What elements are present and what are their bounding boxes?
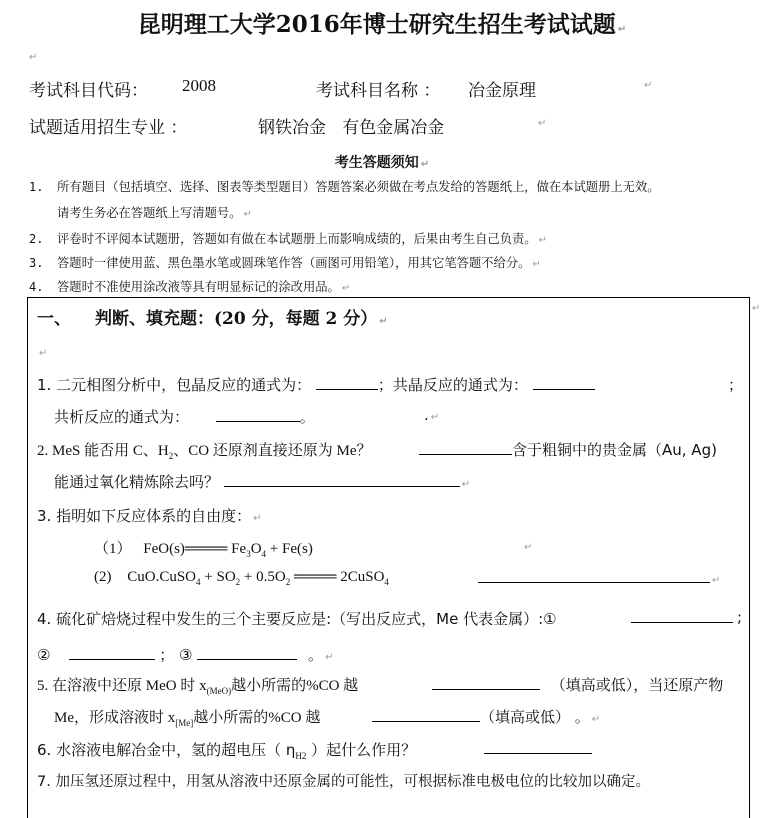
paragraph-mark-icon: ↵ [379,316,388,327]
section-number: 一、 [37,309,71,329]
question-5-cont [54,706,320,728]
notice-num: 1. [29,180,44,194]
q1-text: . [424,406,429,424]
reaction-sub: 4 [384,577,389,587]
reaction-num: （1） [94,541,132,557]
q4-text: ② [37,646,51,664]
q4-text: 。 [308,646,324,664]
paragraph-mark-icon: ↵ [341,283,351,294]
majors: 钢铁冶金 有色金属冶金 [258,118,445,138]
paragraph-mark-icon: ↵ [461,479,471,490]
reaction-text: + Fe(s) [266,541,313,557]
q1-text: 1. 二元相图分析中，包晶反应的通式为： [37,376,312,394]
reaction-2 [94,569,389,587]
q5-text: 越小所需的%CO 越 [231,678,359,694]
q5-text: 越小所需的%CO 越 [193,710,321,726]
reaction-text: + 0.5O [240,569,286,585]
q3-answer [478,568,720,587]
answer-blank[interactable] [432,675,540,690]
subject-name: 冶金原理 [468,81,536,101]
reaction-text: FeO(s)════ Fe [143,541,247,557]
q2-text: 能通过氧化精炼除去吗？ [54,473,220,491]
major-label: 试题适用招生专业 ： [29,118,188,138]
q5-text: （填高或低），当还原产物 [550,676,724,694]
section-title-text: 判断、填充题：(20 分，每题 2 分） [95,309,378,329]
paragraph-mark-icon: ↵ [29,52,38,63]
q7-text: 7. 加压氢还原过程中，用氢从溶液中还原金属的可能性，可根据标准电极电位的比较加以确定。 [37,774,650,790]
paragraph-mark-icon: ↵ [253,513,262,524]
notice-item [29,229,547,247]
question-5-right [432,674,723,695]
paragraph-mark-icon: ↵ [532,259,541,270]
question-5-cont-right [372,706,600,727]
paragraph-mark-icon: ↵ [591,714,601,725]
q1-text: 。 [299,408,315,426]
question-2-cont [54,471,470,492]
q4-text: 4. 硫化矿焙烧过程中发生的三个主要反应是:（写出反应式，Me 代表金属）:① [37,610,557,628]
notice-item [29,277,350,295]
notice-text: 评卷时不评阅本试题册，答题如有做在本试题册上而影响成绩的，后果由考生自己负责。 [57,232,537,246]
q2-sub: 2 [168,451,174,461]
question-1 [37,374,595,395]
reaction-text: CuO.CuSO [127,569,197,585]
notice-item [29,253,541,271]
reaction-num: (2) [94,569,112,585]
paragraph-mark-icon: ↵ [752,303,761,314]
q2-text: 2. MeS 能否用 C、H [37,443,169,459]
reaction-text: ════ 2CuSO [290,569,385,585]
notice-item-cont [57,203,252,221]
answer-blank[interactable] [316,375,378,390]
reaction-1 [94,537,313,559]
question-2 [37,439,372,461]
q1-semicolon: ； [728,376,744,394]
paragraph-mark-icon: ↵ [712,575,721,586]
q2-text: 含于粗铜中的贵金属（Au, Ag) [512,441,717,459]
answer-blank[interactable] [197,645,297,660]
question-7 [37,770,650,791]
paragraph-mark-icon: ↵ [430,412,440,423]
reaction-sub: 3 [246,549,251,559]
q4-semicolon: ; [737,608,743,626]
reaction-sub: 2 [235,577,241,587]
answer-blank[interactable] [631,608,733,623]
paragraph-mark-icon: ↵ [538,235,547,246]
paragraph-mark-icon: ↵ [420,159,430,170]
reaction-sub: 2 [285,577,291,587]
question-1-cont [54,406,315,427]
answer-blank[interactable] [224,472,460,487]
q5-text: 5. 在溶液中还原 MeO 时 x [37,678,207,694]
section-title [95,304,388,329]
notice-num: 2. [29,232,44,246]
q6-sub: H2 [295,751,307,761]
q1-text: 共析反应的通式为： [54,408,190,426]
notice-num: 3. [29,256,44,270]
q2-text: 、CO 还原剂直接还原为 Me？ [173,443,372,459]
question-4-cont [37,644,333,665]
notice-text: 请考生务必在答题纸上写清题号。 [57,206,242,220]
q1-text: ；共晶反应的通式为： [377,376,528,394]
q4-blank-1 [631,608,733,627]
q5-sub: (MeO) [206,686,232,696]
reaction-sub: 4 [196,577,201,587]
notice-title-text: 考生答题须知 [334,155,419,171]
question-6 [37,739,416,761]
answer-blank[interactable] [216,407,300,422]
paragraph-mark-icon: ↵ [538,118,547,129]
q1-dot [424,406,439,424]
q4-text: ③ [179,646,193,664]
q4-text: ； [159,646,175,664]
paragraph-mark-icon: ↵ [243,209,252,220]
answer-blank[interactable] [69,645,155,660]
paragraph-mark-icon: ↵ [524,542,533,553]
q5-text: （填高或低） 。 [480,708,590,726]
notice-item [29,177,660,195]
paragraph-mark-icon: ↵ [617,24,627,35]
notice-text: 答题时不准使用涂改液等具有明显标记的涂改用品。 [57,280,340,294]
q5-sub: [Me] [175,718,194,728]
reaction-sub: 4 [261,549,267,559]
answer-blank[interactable] [419,440,512,455]
notice-text: 答题时一律使用蓝、黑色墨水笔或圆珠笔作答（画图可用铅笔），用其它笔答题不给分。 [57,256,531,270]
question-4 [37,608,557,629]
q6-text: 6. 水溶液电解冶金中，氢的超电压（ η [37,741,296,759]
subject-name-label: 考试科目名称 ： [316,81,441,101]
paragraph-mark-icon: ↵ [39,348,48,359]
notice-title [0,152,764,172]
answer-blank[interactable] [372,707,480,722]
notice-text: 所有题目（包括填空、选择、图表等类型题目）答题答案必须做在考点发给的答题纸上，做在本试题册上无效。 [57,180,660,194]
q6-answer [484,739,592,758]
subject-code: 2008 [182,76,216,95]
q6-text: ）起什么作用？ [306,741,417,759]
exam-title [0,6,764,39]
q3-text: 3. 指明如下反应体系的自由度： [37,507,252,525]
question-5 [37,674,358,696]
q5-text: Me，形成溶液时 x [54,710,176,726]
reaction-text: O [250,541,262,557]
paragraph-mark-icon: ↵ [644,80,653,91]
reaction-text: + SO [200,569,236,585]
subject-code-label: 考试科目代码： [29,81,148,101]
question-3 [37,505,261,526]
question-2-right [419,439,717,460]
notice-num: 4. [29,280,44,294]
exam-title-text: 昆明理工大学2016年博士研究生招生考试试题 [137,11,616,38]
answer-blank[interactable] [478,568,710,583]
answer-blank[interactable] [533,375,595,390]
paragraph-mark-icon: ↵ [325,652,334,663]
answer-blank[interactable] [484,739,592,754]
